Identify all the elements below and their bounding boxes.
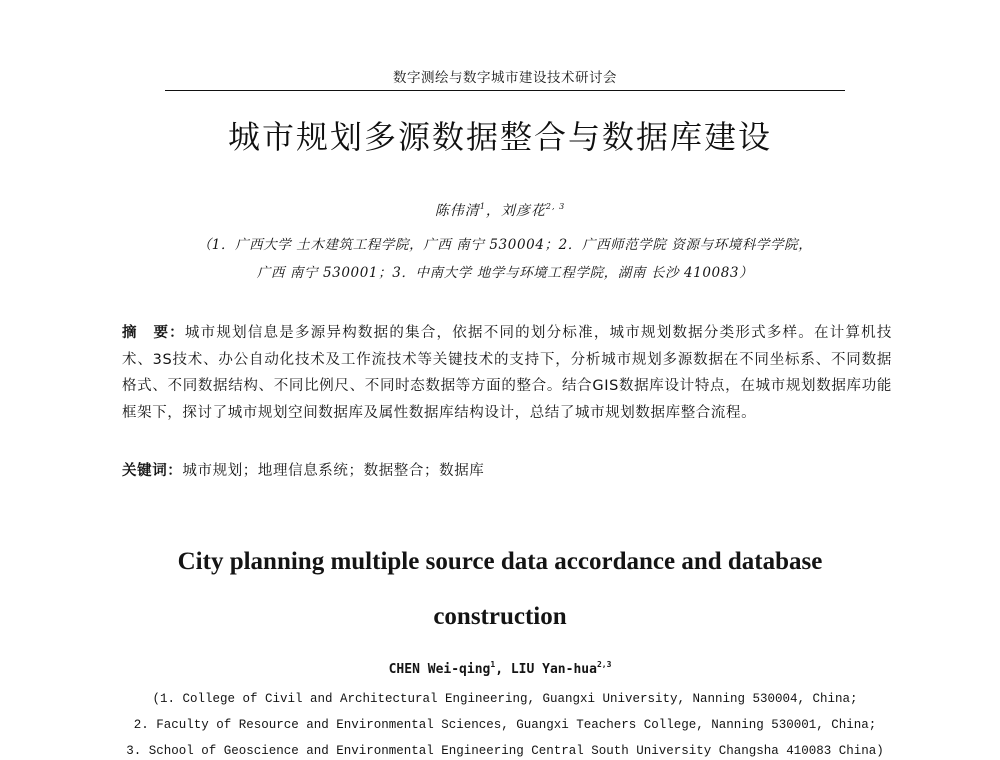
author-en-2-sup: 2,3 xyxy=(596,660,612,669)
author-separator: ， xyxy=(485,203,501,219)
author-1-sup: 1 xyxy=(479,202,486,211)
affiliation-en-line1: (1. College of Civil and Architectural Engineering, Guangxi University, Nanning 530004, China; xyxy=(152,692,858,706)
conference-header: 数字测绘与数字城市建设技术研讨会 xyxy=(393,70,617,86)
author-2: 刘彦花 xyxy=(500,203,546,219)
authors-cn xyxy=(0,200,1000,220)
author-en-2: , LIU Yan-hua xyxy=(495,662,597,677)
affiliation-cn-line2: 广西 南宁 530001；3．中南大学 地学与环境工程学院，湖南 长沙 410083） xyxy=(256,265,754,281)
keywords-label: 关键词： xyxy=(122,463,183,479)
affiliation-cn-line1: （1．广西大学 土木建筑工程学院，广西 南宁 530004；2．广西师范学院 资源与环境科学学院， xyxy=(197,237,813,253)
english-title-line1: City planning multiple source data accordance and database xyxy=(177,548,823,575)
paper-title: 城市规划多源数据整合与数据库建设 xyxy=(227,118,772,156)
keywords-text: 城市规划；地理信息系统；数据整合；数据库 xyxy=(182,463,485,479)
abstract xyxy=(122,320,892,426)
keywords xyxy=(122,459,892,480)
affiliation-en-line2: 2. Faculty of Resource and Environmental Sciences, Guangxi Teachers College, Nanning 530001, China; xyxy=(133,718,877,732)
authors-en xyxy=(0,660,1000,677)
author-en-1: CHEN Wei-qing xyxy=(388,662,491,677)
abstract-text: 城市规划信息是多源异构数据的集合，依据不同的划分标准，城市规划数据分类形式多样。在计算机技术、3S技术、办公自动化技术及工作流技术等关键技术的支持下，分析城市规划多源数据在不同坐标系、不同数据格式、不同数据结构、不同比例尺、不同时态数据等方面的整合。结合GIS数据库设计特点，在城市规划数据库功能框架下，探讨了城市规划空间数据库及属性数据库结构设计，总结了城市规划数据库整合流程。 xyxy=(122,325,893,421)
english-title-line2: construction xyxy=(433,603,567,630)
author-en-1-sup: 1 xyxy=(490,660,496,669)
header-rule xyxy=(165,90,845,91)
affiliation-en-line3: 3. School of Geoscience and Environmental Engineering Central South University Changsha 410083 China) xyxy=(126,744,884,758)
abstract-label: 摘 要： xyxy=(122,325,185,341)
author-2-sup: 2, 3 xyxy=(545,202,566,211)
author-1: 陈伟清 xyxy=(434,203,480,219)
